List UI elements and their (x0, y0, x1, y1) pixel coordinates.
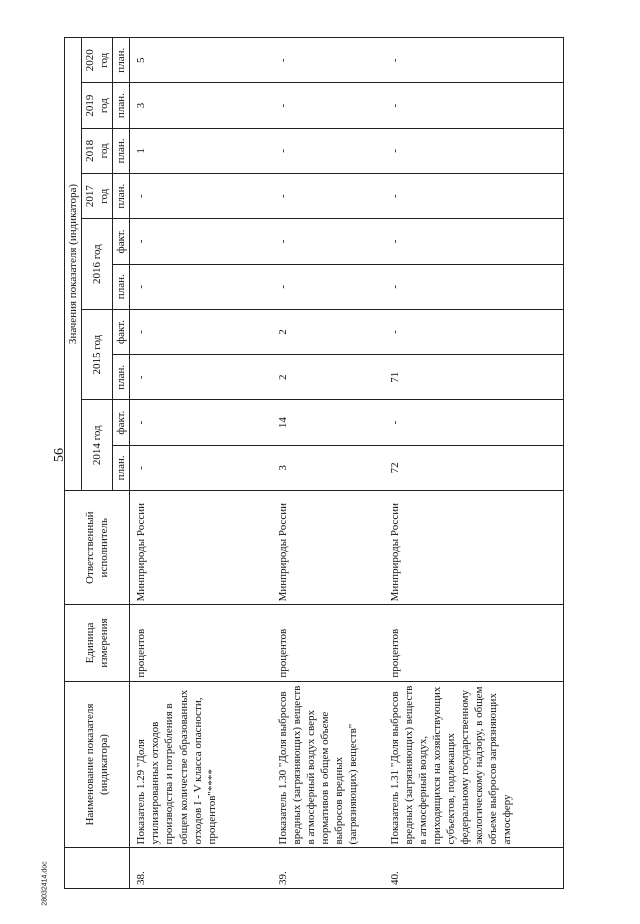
unit-cell: процентов (384, 605, 564, 681)
executor-cell: Минприроды России (384, 491, 564, 605)
header-year-2014: 2014 год (82, 400, 113, 491)
table-row (272, 38, 384, 889)
value-cell: - (272, 38, 384, 83)
footer-file-code: 28032414.doc (41, 861, 49, 906)
value-cell: 14 (272, 400, 384, 445)
value-cell: 5 (130, 38, 272, 83)
value-cell: 72 (384, 445, 564, 490)
value-cell: - (272, 83, 384, 128)
value-cell: - (384, 38, 564, 83)
value-cell: - (130, 309, 272, 354)
value-cell: 2 (272, 355, 384, 400)
table-header (65, 38, 130, 889)
table-row (384, 38, 564, 889)
executor-cell: Минприроды России (272, 491, 384, 605)
value-cell: 1 (130, 128, 272, 173)
row-number: 40. (384, 848, 564, 889)
table-row (130, 38, 272, 889)
header-plan-2019: план. (113, 83, 130, 128)
header-plan-2018: план. (113, 128, 130, 173)
header-year-2019: 2019 год (82, 83, 113, 128)
value-cell: - (130, 400, 272, 445)
value-cell: - (384, 264, 564, 309)
table-body (130, 38, 564, 889)
indicator-name: Показатель 1.31 "Доля выбросов вредных (загрязняющих) веществ в атмосферный воздух, приходящихся на хозяйствующих субъектов, подлежащих федеральному государственному экологическому надзору, в общем объеме выбросов загрязняющих атмосферу (384, 681, 564, 848)
value-cell: - (130, 355, 272, 400)
header-executor: Ответственный исполнитель (65, 491, 130, 605)
value-cell: - (384, 174, 564, 219)
value-cell: 3 (130, 83, 272, 128)
value-cell: - (272, 219, 384, 264)
header-row-number (65, 848, 130, 889)
rotated-page (0, 5, 640, 905)
row-number: 38. (130, 848, 272, 889)
header-values-group: Значения показателя (индикатора) (65, 38, 82, 491)
header-unit: Единица измерения (65, 605, 130, 681)
value-cell: - (384, 128, 564, 173)
value-cell: 3 (272, 445, 384, 490)
header-plan-2016: план. (113, 264, 130, 309)
header-year-2017: 2017 год (82, 174, 113, 219)
header-plan-2015: план. (113, 355, 130, 400)
value-cell: - (130, 219, 272, 264)
header-year-2016: 2016 год (82, 219, 113, 310)
header-fact-2016: факт. (113, 219, 130, 264)
header-plan-2017: план. (113, 174, 130, 219)
value-cell: - (130, 264, 272, 309)
value-cell: 2 (272, 309, 384, 354)
unit-cell: процентов (130, 605, 272, 681)
unit-cell: процентов (272, 605, 384, 681)
header-year-2018: 2018 год (82, 128, 113, 173)
indicator-table (64, 37, 564, 889)
value-cell: - (272, 264, 384, 309)
value-cell: - (272, 128, 384, 173)
value-cell: - (384, 400, 564, 445)
page-number: 56 (52, 448, 67, 462)
row-number: 39. (272, 848, 384, 889)
header-indicator-name: Наименование показателя (индикатора) (65, 681, 130, 848)
value-cell: - (130, 445, 272, 490)
header-plan-2014: план. (113, 445, 130, 490)
indicator-name: Показатель 1.30 "Доля выбросов вредных (загрязняющих) веществ в атмосферный воздух сверх нормативов в общем объеме выбросов вредных (загрязняющих) веществ" (272, 681, 384, 848)
header-fact-2014: факт. (113, 400, 130, 445)
value-cell: 71 (384, 355, 564, 400)
indicator-name: Показатель 1.29 "Доля утилизированных отходов производства и потребления в общем количестве образованных отходов I - V класса опасности, процентов"**** (130, 681, 272, 848)
header-year-2015: 2015 год (82, 309, 113, 400)
header-fact-2015: факт. (113, 309, 130, 354)
header-plan-2020: план. (113, 38, 130, 83)
header-year-2020: 2020 год (82, 38, 113, 83)
value-cell: - (384, 309, 564, 354)
executor-cell: Минприроды России (130, 491, 272, 605)
value-cell: - (384, 219, 564, 264)
value-cell: - (272, 174, 384, 219)
value-cell: - (130, 174, 272, 219)
value-cell: - (384, 83, 564, 128)
